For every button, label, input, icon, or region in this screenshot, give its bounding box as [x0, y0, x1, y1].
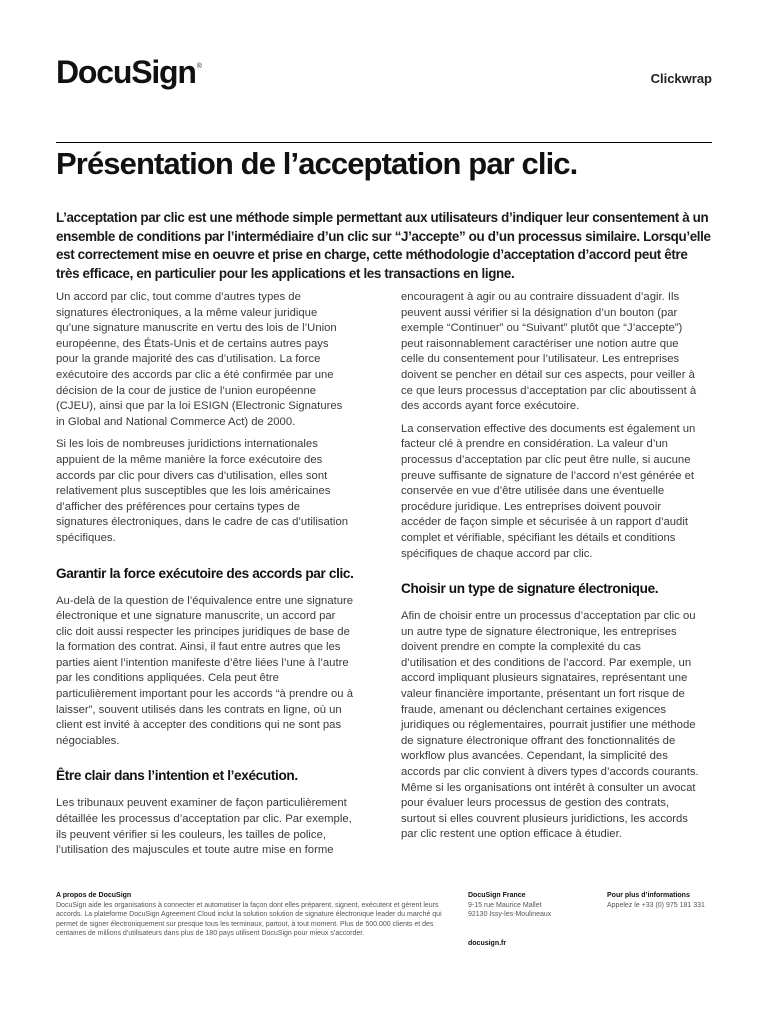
body-paragraph: Afin de choisir entre un processus d’acceptation par clic ou un autre type de signature électronique, les entreprises doivent prendre en compte la complexité du cas d’utilisation et des conditions de l’accord. Par exemple, un accord impliquant plusieurs signataires, représentant une valeur financière importante, présentant un fort risque de fraude, amenant ou déclenchant certaines exigences juridiques ou réglementaires, pourrait justifier une méthode de signature électronique offrant des fonctionnalités de workflow plus avancées. Cependant, la simplicité des accords par clic convient à divers types d’accords courants. Même si les organisations ont intérêt à consulter un avocat pour évaluer leurs processus de gestion des contrats, surtout si elles couvrent plusieurs juridictions, les accords par clic restent une option efficace à étudier. — [401, 610, 699, 841]
left-column — [56, 290, 354, 866]
header-divider — [56, 142, 712, 143]
body-paragraph: Si les lois de nombreuses juridictions internationales appuient de la même manière la force exécutoire des accords par clic pour divers cas d’utilisation, elles sont relativement plus susceptibles que les lois américaines d’afficher des préférences pour certains types de signatures électroniques, dans le cadre de cas d’utilisation spécifiques. — [56, 438, 349, 544]
body-paragraph: encouragent à agir ou au contraire dissuadent d’agir. Ils peuvent aussi vérifier si la désignation d’un bouton (par exemple “Continuer” ou “Suivant” plutôt que “J’accepte”) peut raisonnablement caractériser une notion autre que celle du consentement pour l’utilisateur. Les entreprises doivent se pencher en détail sur ces aspects, pour veiller à ce que leurs processus d’acceptation par clic aboutissent à des accords ayant force exécutoire. — [401, 291, 697, 413]
footer-address-line: 9-15 rue Maurice Mallet — [468, 901, 542, 909]
footer-office-title: DocuSign France — [468, 892, 526, 899]
section-heading: Choisir un type de signature électronique. — [401, 581, 659, 597]
body-paragraph: Un accord par clic, tout comme d’autres types de signatures électroniques, a la même valeur juridique qu’une signature manuscrite en vertu des lois de l’Union européenne, des États-Unis et de certains autres pays pour la grande majorité des cas d’utilisation. La force exécutoire des accords par clic a été confirmée par une décision de la cour de justice de l’union européenne (CJEU), ainsi que par la loi ESIGN (Electronic Signatures in Global and National Commerce Act) de 2000. — [56, 291, 343, 428]
document-type-label: Clickwrap — [650, 71, 712, 86]
right-column — [401, 290, 699, 850]
body-paragraph: Les tribunaux peuvent examiner de façon particulièrement détaillée les processus d’acceptation par clic. Par exemple, ils peuvent vérifier si les couleurs, les tailles de police, l’utilisation des majuscules et toute autre mise en forme — [56, 797, 352, 857]
body-paragraph: Au-delà de la question de l’équivalence entre une signature électronique et une signature manuscrite, un accord par clic doit aussi respecter les principes juridiques de base de la formation des contrat. Ainsi, il faut entre autres que les parties aient l’intention manifeste d’être liées l’une à l’autre par les conditions appliquées. Cela peut être particulièrement important pour les accords “à prendre ou à laisser”, souvent utilisés dans les contrats en ligne, où un client est invité à accepter des conditions qui ne sont pas négociables. — [56, 594, 354, 747]
section-heading: Garantir la force exécutoire des accords par clic. — [56, 565, 354, 581]
footer-about — [56, 891, 442, 939]
logo-text: DocuSign — [56, 54, 196, 90]
footer-address — [468, 891, 588, 948]
footer-address-line: 92130 Issy-les-Moulineaux — [468, 911, 552, 919]
section-heading: Être clair dans l’intention et l’exécution. — [56, 768, 298, 784]
page-header — [56, 54, 712, 98]
footer-contact — [607, 891, 727, 910]
footer-phone: Appelez le +33 (0) 975 181 331 — [607, 901, 705, 909]
lede-paragraph: L’acceptation par clic est une méthode simple permettant aux utilisateurs d’indiquer leur consentement à un ensemble de conditions par l’intermédiaire d’un clic sur “J’accepte” ou d’un processus similaire. Lorsqu’elle est correctement mise en oeuvre et prise en charge, cette méthodologie d’acceptation d’accord peut être très efficace, en particulier pour les applications et les transactions en ligne. — [56, 210, 711, 281]
footer-about-text: DocuSign aide les organisations à connecter et automatiser la façon dont elles préparent, signent, exécutent et gèrent leurs accords. La plateforme DocuSign Agreement Cloud inclut la solution solution de signature électronique leader du marché qui permet de signer électroniquement sur presque tous les terminaux, partout, à tout moment. Plus de 500.000 clients et des centaines de millions d’utilisateurs dans plus de 180 pays utilisent DocuSign pour mieux s’accorder. — [56, 901, 442, 938]
footer-about-title: A propos de DocuSign — [56, 892, 132, 899]
page-title: Présentation de l’acceptation par clic. — [56, 146, 578, 181]
footer-info-title: Pour plus d’informations — [607, 892, 690, 899]
registered-mark: ® — [196, 63, 201, 70]
docusign-logo — [56, 54, 200, 91]
body-paragraph: La conservation effective des documents est également un facteur clé à prendre en considération. La valeur d’un processus d’acceptation par clic peut être nulle, si aucune preuve suffisante de signature de l’accord n’est générée et conservée en vue d’être utilisée dans une éventuelle procédure juridique. Les entreprises doivent pouvoir accéder de façon simple et sécurisée à un rapport d’audit complet et vérifiable, spécifiant les détails et conditions spécifiques de chaque accord par clic. — [401, 422, 696, 560]
footer-website-link[interactable]: docusign.fr — [468, 939, 507, 947]
